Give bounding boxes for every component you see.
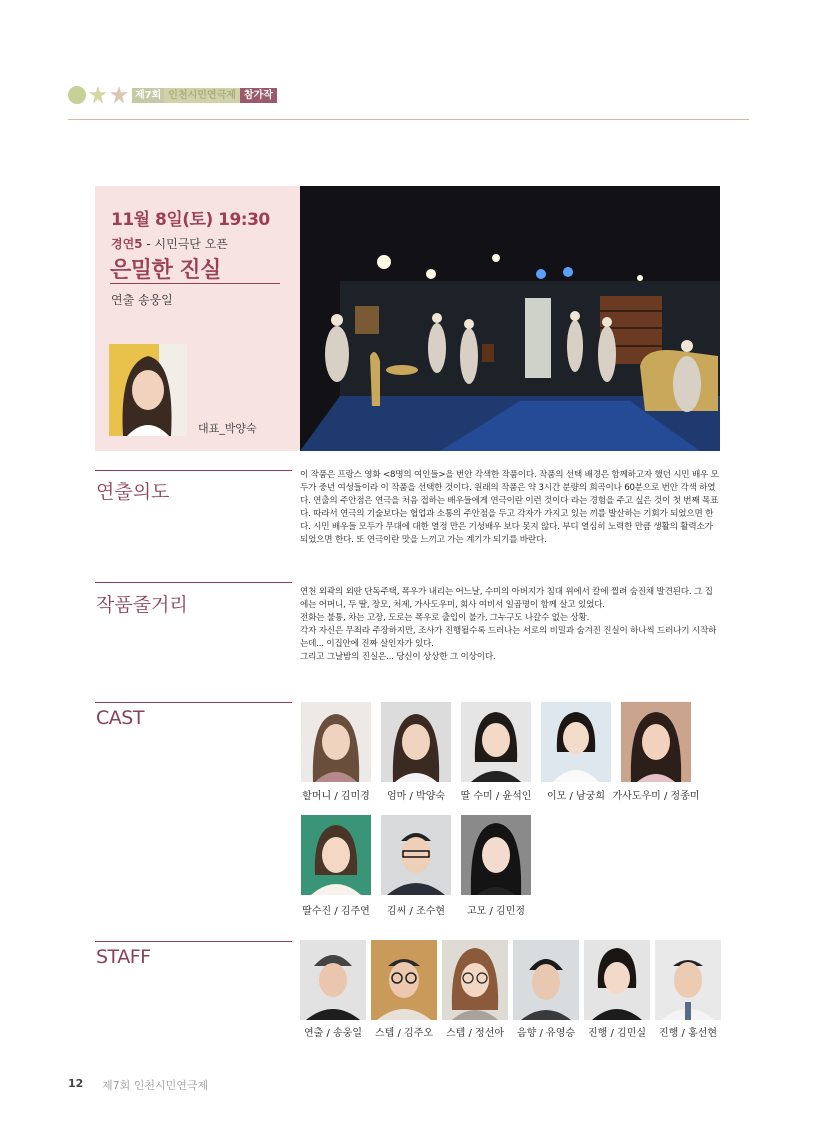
intent-text: 이 작품은 프랑스 영화 <8명의 여인들>을 번안 각색한 작품이다. 작품의 선택 배경은 함께하고자 했던 시민 배우 모두가 중년 여성들이라 이 작품을 선택한 것이다. 원래의 작품은 약 3시간 분량의 희곡이나 60분으로 번안 각색 하였다. 연출의 주안점은 연극을 처음 접하는 배우들에게 연극이란 이런 것이다 라는 경험을 주고 싶은 것이 첫 번째 목표다. 따라서 연극의 기술보다는 협업과 소통의 주안점을 두고 각자가 가지고 있는 끼를 발산하는 기회가 되었으면 한다. 시민 배우들 모두가 무대에 대한 열정 만은 기성배우 보다 못지 않다. 부디 열심히 노력한 만큼 생활의 활력소가 되었으면 한다. 또 연극이란 맛을 느끼고 가는 계기가 되기를 바란다. bbox=[300, 470, 719, 545]
cast-member bbox=[541, 702, 611, 782]
staff-caption: 음향 / 유영승 bbox=[516, 1028, 576, 1039]
sun-icon bbox=[110, 86, 128, 104]
staff-caption: 연출 / 송웅일 bbox=[303, 1028, 363, 1039]
cast-member bbox=[621, 702, 691, 782]
company-name: - 시민극단 오픈 bbox=[142, 237, 228, 251]
cast-caption: 딸 수미 / 윤석인 bbox=[460, 791, 532, 802]
synopsis-line: 전화는 불통, 차는 고장, 도로는 폭우로 출입이 불가, 그누구도 나갈수 없는 상황. bbox=[300, 613, 590, 623]
staff-photo bbox=[655, 940, 721, 1020]
staff-member bbox=[300, 940, 366, 1020]
tag-edition: 제7회 bbox=[132, 88, 164, 103]
staff-photo bbox=[442, 940, 508, 1020]
cast-photo bbox=[541, 702, 611, 782]
cast-photo bbox=[461, 702, 531, 782]
cast-member bbox=[301, 815, 371, 895]
staff-heading: STAFF bbox=[96, 946, 151, 968]
title-underline bbox=[110, 283, 280, 284]
show-date: 11월 8일(토) 19:30 bbox=[111, 210, 270, 230]
cast-member bbox=[381, 815, 451, 895]
cast-divider bbox=[95, 702, 292, 703]
staff-photo bbox=[513, 940, 579, 1020]
company-prefix: 경연5 bbox=[111, 237, 143, 251]
staff-photo bbox=[371, 940, 437, 1020]
synopsis-line: 각자 자신은 무죄라 주장하지만, 조사가 진행될수록 드러나는 서로의 비밀과 숨겨진 진실이 하나씩 드러나기 시작하는데... 이집안에 진짜 살인자가 있다. bbox=[300, 626, 717, 649]
cast-caption: 고모 / 김민정 bbox=[466, 906, 526, 917]
staff-photo bbox=[300, 940, 366, 1020]
intent-heading: 연출의도 bbox=[96, 481, 170, 503]
cast-caption: 할머니 / 김미경 bbox=[302, 791, 370, 802]
cast-caption: 엄마 / 박양숙 bbox=[386, 791, 446, 802]
synopsis-divider bbox=[95, 582, 292, 583]
staff-member bbox=[371, 940, 437, 1020]
staff-member bbox=[513, 940, 579, 1020]
staff-divider bbox=[95, 941, 292, 942]
page-number: 12 bbox=[68, 1077, 84, 1090]
cast-photo bbox=[301, 815, 371, 895]
intent-divider bbox=[95, 470, 292, 471]
cast-photo bbox=[381, 815, 451, 895]
company-line bbox=[111, 235, 228, 252]
cast-photo bbox=[621, 702, 691, 782]
festival-logo-icons bbox=[68, 86, 128, 104]
staff-member bbox=[442, 940, 508, 1020]
cast-member bbox=[301, 702, 371, 782]
synopsis-text bbox=[300, 586, 720, 664]
cast-caption: 이모 / 남궁희 bbox=[546, 791, 606, 802]
synopsis-line: 그리고 그날밤의 진실은... 당신이 상상한 그 이상이다. bbox=[300, 652, 496, 662]
smile-icon bbox=[68, 86, 86, 104]
cast-caption: 딸수진 / 김주연 bbox=[302, 906, 370, 917]
cast-photo bbox=[301, 702, 371, 782]
cast-member bbox=[381, 702, 451, 782]
representative-caption: 대표_박양숙 bbox=[198, 422, 257, 435]
cast-heading: CAST bbox=[96, 707, 144, 729]
cast-caption: 가사도우미 / 정종미 bbox=[612, 791, 700, 802]
synopsis-heading: 작품줄거리 bbox=[96, 594, 188, 616]
cast-photo bbox=[461, 815, 531, 895]
tag-festival-name: 인천시민연극제 bbox=[164, 88, 240, 103]
cast-photo bbox=[381, 702, 451, 782]
flower-icon bbox=[89, 86, 107, 104]
staff-caption: 스텝 / 정선아 bbox=[445, 1028, 505, 1039]
stage-photo bbox=[300, 186, 720, 451]
staff-member bbox=[584, 940, 650, 1020]
staff-caption: 진행 / 김민실 bbox=[587, 1028, 647, 1039]
cast-member bbox=[461, 702, 531, 782]
show-director: 연출 송웅일 bbox=[111, 293, 173, 307]
tag-entry: 참가작 bbox=[240, 88, 277, 103]
representative-photo bbox=[109, 344, 187, 436]
show-title: 은밀한 진실 bbox=[110, 258, 221, 283]
cast-caption: 김씨 / 조수현 bbox=[386, 906, 446, 917]
staff-caption: 스텝 / 김주오 bbox=[374, 1028, 434, 1039]
synopsis-line: 연천 외곽의 외딴 단독주택, 폭우가 내리는 어느날, 수미의 아버지가 침대 위에서 칼에 찔려 숨진채 발견된다. 그 집에는 어머니, 두 딸, 장모, 처제, 가사도우미, 회사 여비서 일곱명이 함께 살고 있었다. bbox=[300, 587, 713, 610]
festival-tag bbox=[132, 88, 277, 103]
footer-text: 제7회 인천시민연극제 bbox=[102, 1079, 209, 1092]
header-divider bbox=[68, 119, 749, 120]
staff-member bbox=[655, 940, 721, 1020]
staff-caption: 진행 / 홍선현 bbox=[658, 1028, 718, 1039]
staff-photo bbox=[584, 940, 650, 1020]
cast-member bbox=[461, 815, 531, 895]
